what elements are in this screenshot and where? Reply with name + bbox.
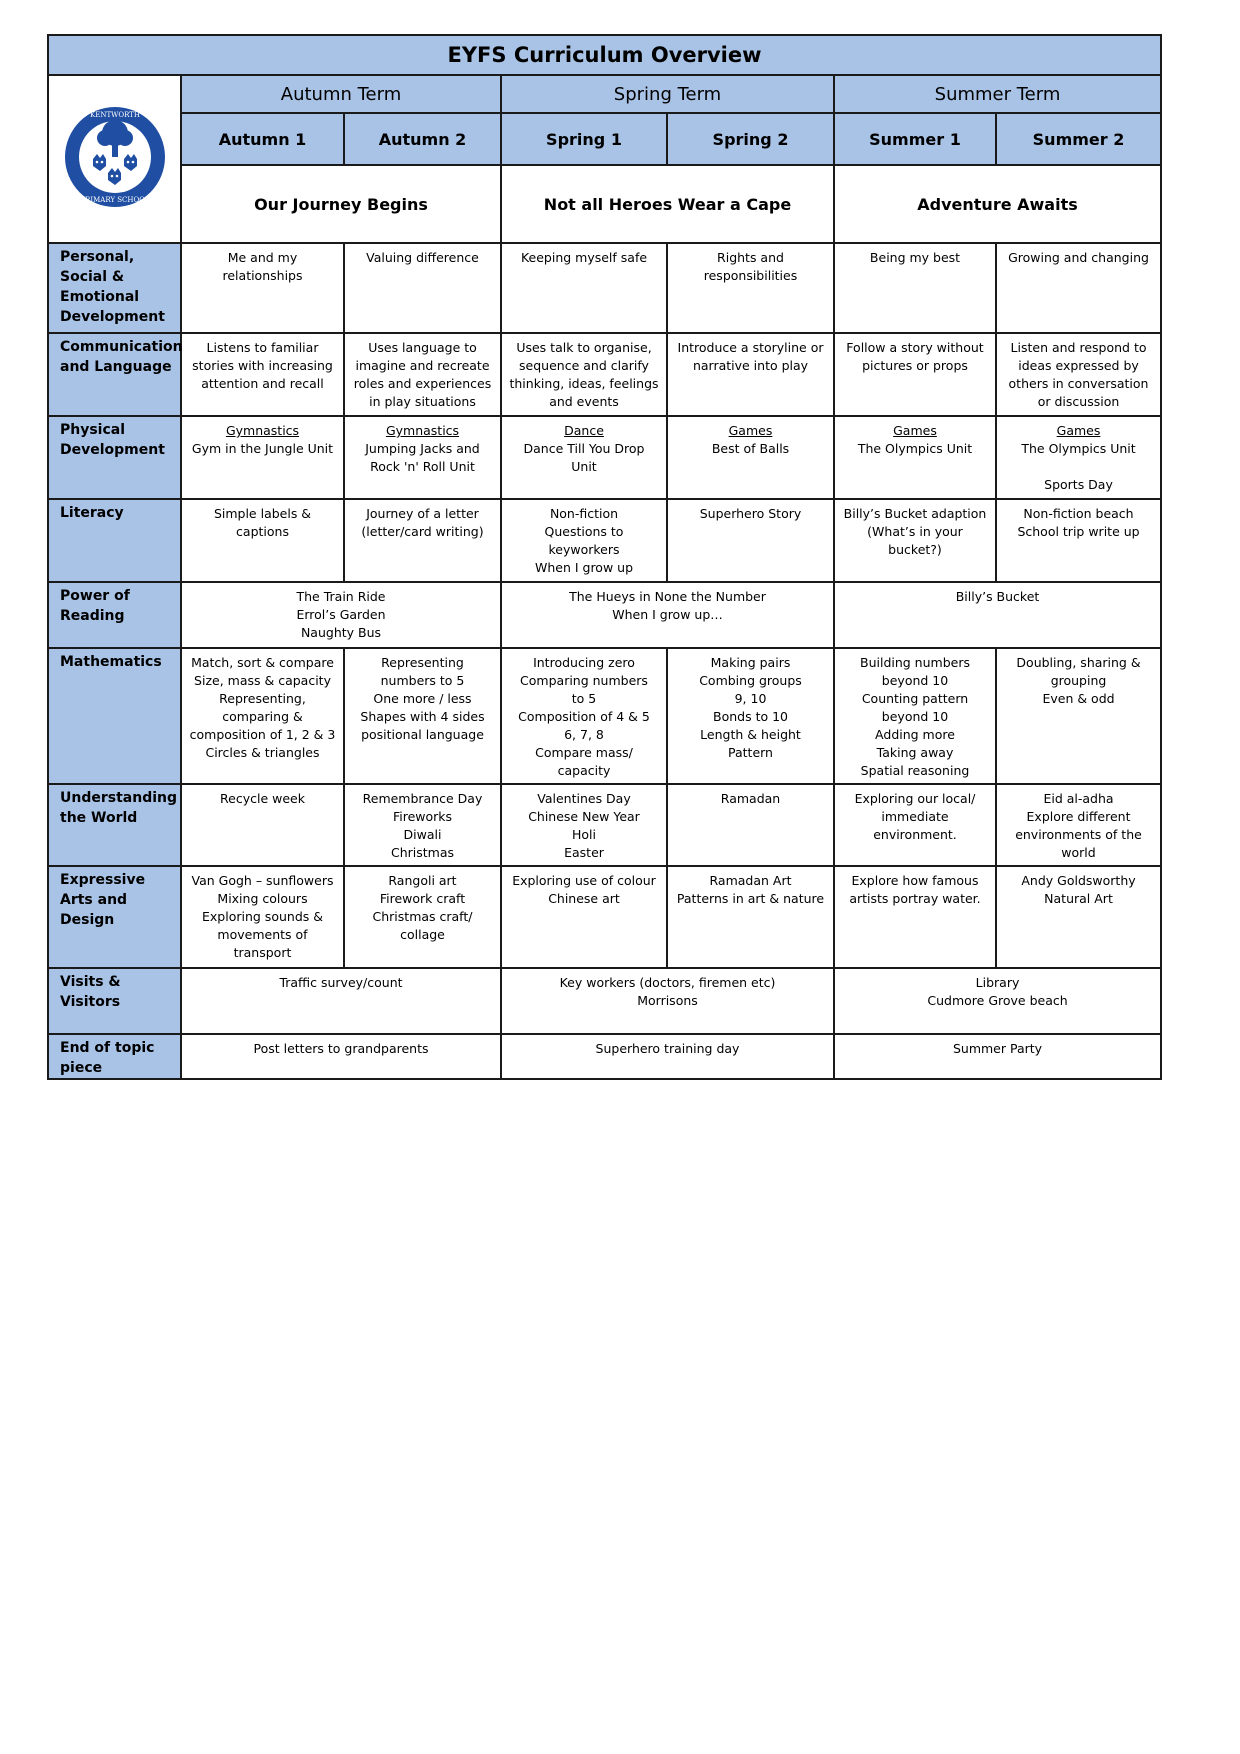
cell-line: bucket?) [888, 542, 942, 557]
row-pd [48, 416, 1161, 499]
cell-line: and events [549, 394, 619, 409]
cell-por-summer [834, 582, 1161, 648]
cell-line: Chinese art [548, 891, 620, 906]
cell-line: Key workers (doctors, firemen etc) [559, 975, 776, 990]
cell-line: Ramadan Art [709, 873, 792, 888]
cell-line: The Olympics Unit [1021, 441, 1136, 456]
cell-line: Listen and respond to [1010, 340, 1147, 355]
cell-ead-4 [667, 866, 834, 968]
cell-lit-4 [667, 499, 834, 582]
half-spring-2: Spring 2 [667, 113, 834, 165]
row-label-expressive-arts: Expressive Arts and Design [48, 866, 181, 968]
cell-line: Spatial reasoning [860, 763, 970, 778]
half-summer-1: Summer 1 [834, 113, 996, 165]
cell-maths-5 [834, 648, 996, 784]
cell-line: Dance [564, 423, 604, 438]
cell-line: Follow a story without [846, 340, 984, 355]
cell-line: Games [728, 423, 773, 438]
cell-lit-6 [996, 499, 1161, 582]
cell-line: Doubling, sharing & [1016, 655, 1141, 670]
cell-line: Taking away [876, 745, 954, 760]
school-logo [63, 105, 167, 209]
cell-line: Even & odd [1042, 691, 1115, 706]
cell-line: Naughty Bus [300, 625, 382, 640]
cell-line: Superhero training day [595, 1041, 740, 1056]
cell-line: Non-fiction [549, 506, 619, 521]
cell-line: Listens to familiar [206, 340, 319, 355]
cell-line: When I grow up [534, 560, 634, 575]
row-label-end-of-topic: End of topic piece [48, 1034, 181, 1079]
cell-cl-6 [996, 333, 1161, 416]
cell-ead-6 [996, 866, 1161, 968]
cell-end-summer [834, 1034, 1161, 1079]
row-label-pd: Physical Development [48, 416, 181, 499]
cell-line: others in conversation [1008, 376, 1149, 391]
cell-line: Games [893, 423, 937, 438]
cell-visits-summer [834, 968, 1161, 1034]
cell-line: Superhero Story [699, 506, 802, 521]
cell-line: artists portray water. [849, 891, 981, 906]
cell-line: Circles & triangles [205, 745, 320, 760]
cell-line: Ramadan [720, 791, 781, 806]
cell-line: Natural Art [1044, 891, 1113, 906]
cell-lit-5 [834, 499, 996, 582]
cell-pd-2 [344, 416, 501, 499]
cell-psed-3 [501, 243, 667, 333]
cell-line: Unit [571, 459, 597, 474]
cell-line: Non-fiction beach [1023, 506, 1134, 521]
cell-line: Errol’s Garden [296, 607, 386, 622]
cell-line: immediate [881, 809, 949, 824]
cell-line: Library [975, 975, 1020, 990]
cell-line: imagine and recreate [355, 358, 490, 373]
row-label-cl: Communication and Language [48, 333, 181, 416]
cell-lit-2 [344, 499, 501, 582]
cell-line: Exploring sounds & [202, 909, 323, 924]
cell-line: Rangoli art [388, 873, 457, 888]
cell-ead-3 [501, 866, 667, 968]
title-row [48, 35, 1161, 75]
cell-line: Representing, [219, 691, 306, 706]
cell-line: One more / less [373, 691, 472, 706]
cell-utw-5 [834, 784, 996, 866]
cell-line: Uses language to [368, 340, 477, 355]
cell-maths-1 [181, 648, 344, 784]
cell-line: Shapes with 4 sides [360, 709, 485, 724]
row-understanding-world [48, 784, 1161, 866]
cell-line: Valentines Day [537, 791, 631, 806]
cell-line: Sports Day [1044, 477, 1113, 492]
cell-line: 6, 7, 8 [564, 727, 604, 742]
page-title: EYFS Curriculum Overview [48, 35, 1161, 75]
curriculum-table [47, 34, 1162, 1080]
theme-spring: Not all Heroes Wear a Cape [501, 165, 834, 243]
cell-line: Pattern [728, 745, 773, 760]
cell-lit-3 [501, 499, 667, 582]
cell-pd-5 [834, 416, 996, 499]
cell-utw-6 [996, 784, 1161, 866]
theme-summer: Adventure Awaits [834, 165, 1161, 243]
row-literacy [48, 499, 1161, 582]
cell-utw-4 [667, 784, 834, 866]
cell-line: attention and recall [201, 376, 324, 391]
cell-line: School trip write up [1017, 524, 1140, 539]
row-cl [48, 333, 1161, 416]
cell-line: Adding more [875, 727, 955, 742]
cell-line: Chinese New Year [528, 809, 640, 824]
cell-line: Fireworks [392, 809, 453, 824]
cell-line: world [1061, 845, 1096, 860]
row-label-visits: Visits & Visitors [48, 968, 181, 1034]
cell-line: beyond 10 [881, 673, 949, 688]
cell-line: Building numbers [860, 655, 970, 670]
cell-visits-spring [501, 968, 834, 1034]
half-summer-2: Summer 2 [996, 113, 1161, 165]
cell-line: Counting pattern [861, 691, 969, 706]
cell-line: Me and my [227, 250, 298, 265]
cell-line: Uses talk to organise, [516, 340, 652, 355]
cell-line: Remembrance Day [362, 791, 483, 806]
cell-psed-2 [344, 243, 501, 333]
cell-por-spring [501, 582, 834, 648]
cell-line: Van Gogh – sunflowers [191, 873, 334, 888]
term-autumn: Autumn Term [181, 75, 501, 113]
term-summer: Summer Term [834, 75, 1161, 113]
cell-line: When I grow up… [612, 607, 723, 622]
cell-cl-2 [344, 333, 501, 416]
cell-line: Simple labels & [213, 506, 312, 521]
cell-line: The Olympics Unit [857, 441, 973, 456]
line-spacer [1001, 458, 1156, 476]
row-label-literacy: Literacy [48, 499, 181, 582]
cell-line: Valuing difference [366, 250, 479, 265]
cell-utw-1 [181, 784, 344, 866]
cell-line: The Hueys in None the Number [569, 589, 766, 604]
cell-line: Summer Party [952, 1041, 1043, 1056]
half-autumn-2: Autumn 2 [344, 113, 501, 165]
cell-pd-3 [501, 416, 667, 499]
cell-line: Dance Till You Drop [523, 441, 645, 456]
cell-maths-2 [344, 648, 501, 784]
cell-line: Making pairs [710, 655, 791, 670]
cell-line: Best of Balls [711, 441, 790, 456]
cell-line: Growing and changing [1008, 250, 1149, 265]
cell-utw-2 [344, 784, 501, 866]
cell-line: ideas expressed by [1018, 358, 1139, 373]
cell-line: Size, mass & capacity [194, 673, 331, 688]
cell-line: Jumping Jacks and [365, 441, 480, 456]
cell-line: The Train Ride [296, 589, 386, 604]
cell-cl-1 [181, 333, 344, 416]
cell-line: thinking, ideas, feelings [509, 376, 659, 391]
row-mathematics [48, 648, 1161, 784]
cell-line: Firework craft [379, 891, 466, 906]
cell-line: Cudmore Grove beach [927, 993, 1068, 1008]
row-label-understanding-world: Understanding the World [48, 784, 181, 866]
cell-line: Journey of a letter [366, 506, 479, 521]
cell-ead-5 [834, 866, 996, 968]
cell-line: to 5 [571, 691, 597, 706]
cell-line: transport [233, 945, 292, 960]
cell-line: (letter/card writing) [361, 524, 484, 539]
row-visits [48, 968, 1161, 1034]
cell-line: comparing & [222, 709, 303, 724]
cell-line: Keeping myself safe [520, 250, 648, 265]
cell-line: Exploring use of colour [512, 873, 656, 888]
cell-line: Being my best [869, 250, 961, 265]
half-term-row [48, 113, 1161, 165]
cell-line: narrative into play [692, 358, 809, 373]
cell-ead-1 [181, 866, 344, 968]
theme-row [48, 165, 1161, 243]
cell-line: sequence and clarify [519, 358, 649, 373]
row-label-mathematics: Mathematics [48, 648, 181, 784]
cell-line: stories with increasing [192, 358, 333, 373]
cell-line: Explore how famous [851, 873, 979, 888]
cell-line: Holi [572, 827, 596, 842]
cell-line: Post letters to grandparents [253, 1041, 429, 1056]
cell-line: positional language [361, 727, 484, 742]
row-power-of-reading [48, 582, 1161, 648]
cell-pd-6 [996, 416, 1161, 499]
cell-line: Christmas craft/ [372, 909, 473, 924]
term-spring: Spring Term [501, 75, 834, 113]
half-spring-1: Spring 1 [501, 113, 667, 165]
half-autumn-1: Autumn 1 [181, 113, 344, 165]
cell-end-autumn [181, 1034, 501, 1079]
cell-line: Patterns in art & nature [676, 891, 825, 906]
cell-psed-5 [834, 243, 996, 333]
cell-line: Billy’s Bucket adaption [843, 506, 987, 521]
cell-line: beyond 10 [881, 709, 949, 724]
cell-line: relationships [222, 268, 303, 283]
cell-line: responsibilities [703, 268, 798, 283]
cell-utw-3 [501, 784, 667, 866]
cell-line: Rock 'n' Roll Unit [370, 459, 475, 474]
cell-line: capacity [557, 763, 611, 778]
cell-visits-autumn [181, 968, 501, 1034]
cell-maths-3 [501, 648, 667, 784]
cell-line: Diwali [403, 827, 442, 842]
cell-line: keyworkers [548, 542, 620, 557]
cell-line: Eid al-adha [1043, 791, 1114, 806]
row-psed [48, 243, 1161, 333]
cell-line: Andy Goldsworthy [1021, 873, 1136, 888]
cell-line: collage [400, 927, 445, 942]
cell-line: grouping [1050, 673, 1107, 688]
cell-cl-4 [667, 333, 834, 416]
logo-text-top: KENTWORTH [89, 111, 140, 119]
cell-line: composition of 1, 2 & 3 [189, 727, 336, 742]
cell-line: Rights and [717, 250, 784, 265]
cell-line: Recycle week [220, 791, 305, 806]
cell-line: captions [236, 524, 289, 539]
cell-line: Gymnastics [385, 423, 460, 438]
cell-line: Mixing colours [217, 891, 308, 906]
cell-por-autumn [181, 582, 501, 648]
row-label-power-of-reading: Power of Reading [48, 582, 181, 648]
term-row [48, 75, 1161, 113]
cell-line: Games [1056, 423, 1101, 438]
cell-line: Gymnastics [225, 423, 300, 438]
cell-line: 9, 10 [734, 691, 767, 706]
cell-psed-4 [667, 243, 834, 333]
cell-line: movements of [217, 927, 308, 942]
cell-pd-1 [181, 416, 344, 499]
cell-end-spring [501, 1034, 834, 1079]
cell-line: environments of the [1015, 827, 1142, 842]
cell-pd-4 [667, 416, 834, 499]
cell-line: Bonds to 10 [713, 709, 788, 724]
cell-line: Composition of 4 & 5 [518, 709, 650, 724]
cell-line: Billy’s Bucket [955, 589, 1040, 604]
cell-line: pictures or props [862, 358, 968, 373]
cell-line: (What’s in your [867, 524, 963, 539]
cell-line: numbers to 5 [380, 673, 465, 688]
cell-line: Introducing zero [533, 655, 635, 670]
cell-maths-6 [996, 648, 1161, 784]
cell-line: Questions to [544, 524, 624, 539]
cell-cl-3 [501, 333, 667, 416]
logo-text-bottom: PRIMARY SCHOOL [79, 196, 150, 204]
cell-line: Gym in the Jungle Unit [191, 441, 334, 456]
cell-line: Compare mass/ [535, 745, 633, 760]
cell-lit-1 [181, 499, 344, 582]
cell-maths-4 [667, 648, 834, 784]
cell-line: Traffic survey/count [279, 975, 403, 990]
cell-line: Introduce a storyline or [677, 340, 824, 355]
cell-line: environment. [873, 827, 957, 842]
cell-line: Representing [381, 655, 464, 670]
cell-line: Match, sort & compare [191, 655, 334, 670]
cell-line: Morrisons [637, 993, 698, 1008]
cell-line: Explore different [1026, 809, 1131, 824]
cell-line: Christmas [390, 845, 455, 860]
cell-psed-1 [181, 243, 344, 333]
cell-line: or discussion [1037, 394, 1120, 409]
row-label-psed: Personal, Social & Emotional Development [48, 243, 181, 333]
cell-line: Combing groups [699, 673, 802, 688]
cell-cl-5 [834, 333, 996, 416]
cell-psed-6 [996, 243, 1161, 333]
cell-line: Comparing numbers [520, 673, 648, 688]
row-expressive-arts [48, 866, 1161, 968]
cell-ead-2 [344, 866, 501, 968]
cell-line: Length & height [700, 727, 801, 742]
cell-line: Exploring our local/ [854, 791, 976, 806]
theme-autumn: Our Journey Begins [181, 165, 501, 243]
cell-line: roles and experiences [353, 376, 492, 391]
row-end-of-topic [48, 1034, 1161, 1079]
cell-line: Easter [564, 845, 604, 860]
cell-line: in play situations [369, 394, 476, 409]
school-logo-cell [48, 75, 181, 243]
